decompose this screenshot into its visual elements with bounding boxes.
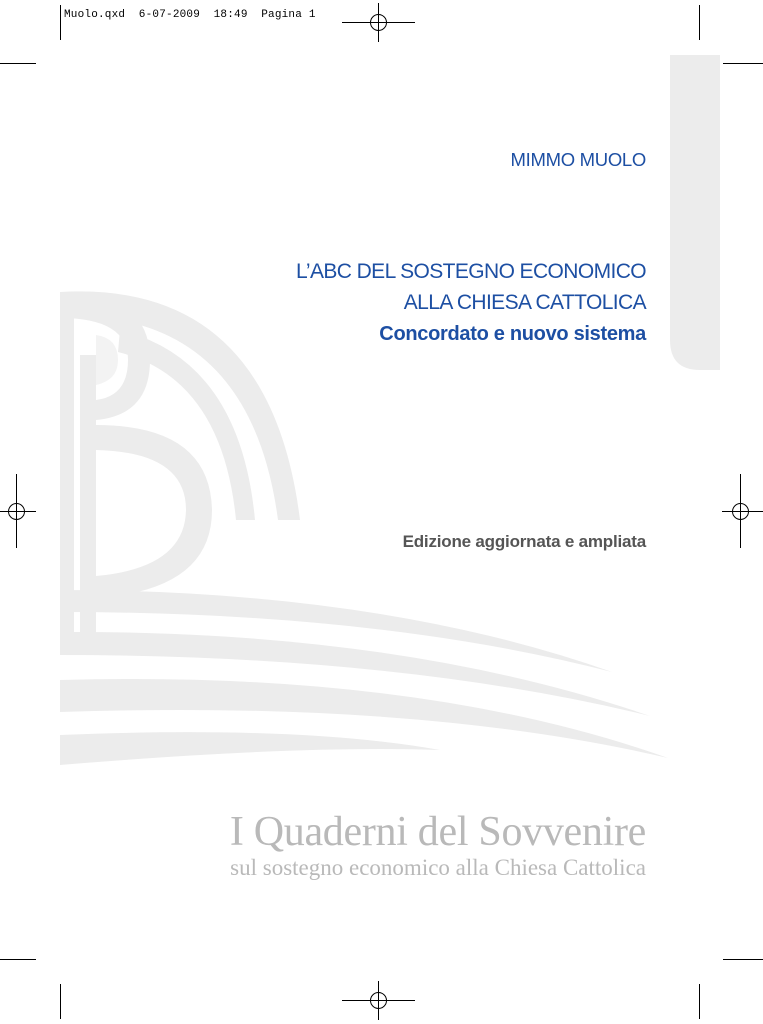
printer-slug: Muolo.qxd 6-07-2009 18:49 Pagina 1 <box>64 9 316 21</box>
series-title: I Quaderni del Sovvenire <box>229 809 646 855</box>
book-title-line-1: L’ABC DEL SOSTEGNO ECONOMICO <box>296 260 646 283</box>
book-title-block <box>296 256 646 351</box>
series-subtitle: sul sostegno economico alla Chiesa Cattolica <box>230 855 646 880</box>
book-title-line-2: ALLA CHIESA CATTOLICA <box>403 291 646 314</box>
edition-note: Edizione aggiornata e ampliata <box>402 532 646 551</box>
author-name: MIMMO MUOLO <box>510 149 646 170</box>
book-subtitle: Concordato e nuovo sistema <box>379 323 646 345</box>
